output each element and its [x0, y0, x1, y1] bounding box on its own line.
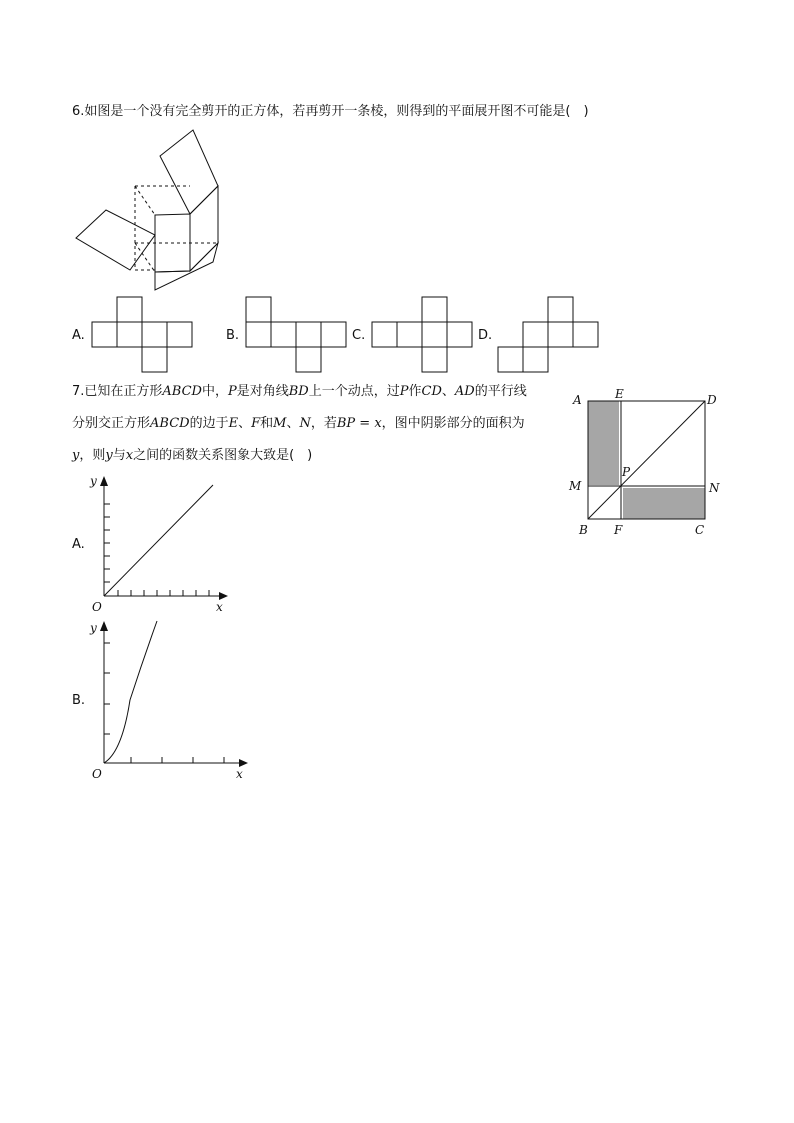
- graph-b-x-ticks: [131, 757, 224, 763]
- graph-b-y-ticks: [104, 643, 110, 734]
- graph-a-x-label: x: [216, 600, 223, 614]
- label-b: B: [579, 523, 588, 537]
- label-d: D: [707, 393, 717, 407]
- label-a: A: [573, 393, 582, 407]
- label-c: C: [695, 523, 705, 537]
- graph-b-x-label: x: [236, 767, 243, 781]
- q7-stem-line1: 7.已知在正方形ABCD中，P是对角线BD上一个动点，过P作CD、AD的平行线: [72, 384, 527, 399]
- q6-stem: 6.如图是一个没有完全剪开的正方体，若再剪开一条棱，则得到的平面展开图不可能是( ): [72, 104, 589, 119]
- label-e: E: [615, 387, 624, 401]
- graph-b-x-arrow: [239, 759, 248, 767]
- q7-stem-line3: y，则y与x之间的函数关系图象大致是( ): [72, 448, 313, 463]
- q7-stem-line2: 分别交正方形ABCD的边于E、F和M、N，若BP = x，图中阴影部分的面积为: [72, 416, 525, 431]
- label-f: F: [614, 523, 623, 537]
- option-b-label: B.: [226, 328, 240, 343]
- label-m: M: [569, 479, 582, 493]
- graph-b-y-label: y: [90, 621, 97, 635]
- graph-b-y-arrow: [100, 621, 108, 631]
- option-a-label: A.: [72, 328, 85, 343]
- graph-b-curve: [104, 621, 157, 763]
- option-c-label: C.: [352, 328, 366, 343]
- graph-a-origin: O: [92, 600, 102, 614]
- graph-b-origin: O: [92, 767, 102, 781]
- label-p: P: [622, 465, 631, 479]
- label-n: N: [709, 481, 720, 495]
- graph-a-y-label: y: [90, 474, 97, 488]
- option-d-label: D.: [478, 328, 493, 343]
- graph-b-option-label: B.: [72, 693, 86, 708]
- graph-a-option-label: A.: [72, 537, 85, 552]
